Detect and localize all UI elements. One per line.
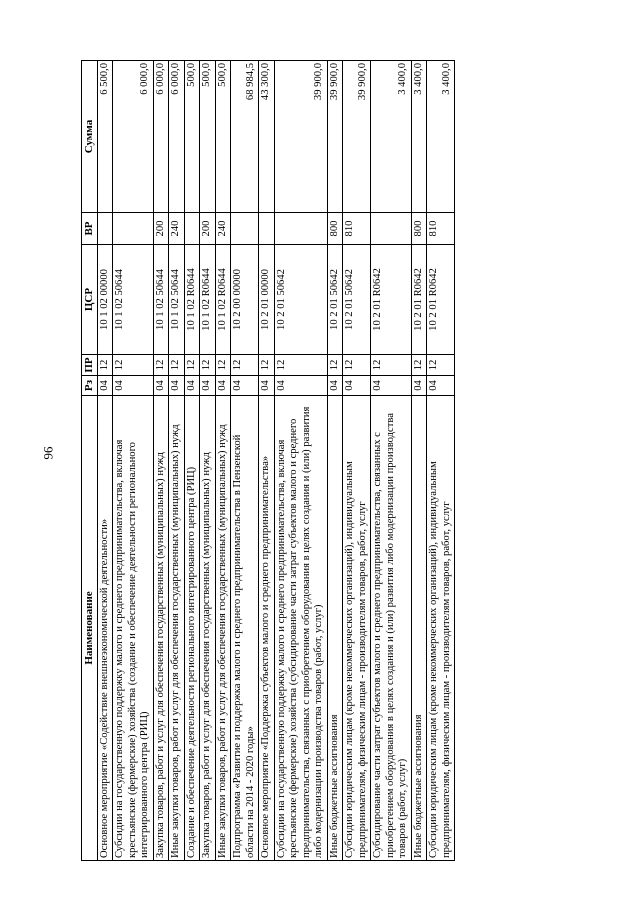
row-sum-cell: 500,0 <box>200 61 216 213</box>
row-pr-cell: 12 <box>259 355 275 376</box>
row-rz-cell: 04 <box>371 376 412 396</box>
row-sum-cell: 500,0 <box>184 61 200 213</box>
row-vr-cell <box>184 213 200 245</box>
row-rz-cell: 04 <box>343 376 371 396</box>
row-csr-cell: 10 1 02 50644 <box>113 245 154 355</box>
row-name-cell: Субсидирование части затрат субъектов малого и среднего предпринимательства, связанных с приобретением оборудования в целях создания и (или) развития либо модернизации производства товаров (работ, услуг) <box>371 396 412 861</box>
row-sum-cell: 3 400,0 <box>411 61 427 213</box>
row-pr-cell: 12 <box>371 355 412 376</box>
row-rz-cell: 04 <box>184 376 200 396</box>
row-name-cell: Создание и обеспечение деятельности регионального интегрированного центра (РИЦ) <box>184 396 200 861</box>
row-csr-cell: 10 1 02 R0644 <box>200 245 216 355</box>
row-name-cell: Основное мероприятие «Содействие внешнеэкономической деятельности» <box>97 396 113 861</box>
row-vr-cell <box>97 213 113 245</box>
table-row <box>371 61 412 861</box>
row-rz-cell: 04 <box>153 376 169 396</box>
header-pr: ПР <box>82 355 98 376</box>
row-csr-cell: 10 2 01 50642 <box>327 245 343 355</box>
row-name-cell: Иные бюджетные ассигнования <box>327 396 343 861</box>
row-pr-cell: 12 <box>327 355 343 376</box>
row-csr-cell: 10 2 01 50642 <box>274 245 327 355</box>
row-csr-cell: 10 1 02 R0644 <box>184 245 200 355</box>
table-row <box>184 61 200 861</box>
table-row <box>231 61 259 861</box>
row-rz-cell: 04 <box>113 376 154 396</box>
table-row <box>327 61 343 861</box>
row-csr-cell: 10 2 01 R0642 <box>427 245 455 355</box>
header-vr: ВР <box>82 213 98 245</box>
row-rz-cell: 04 <box>97 376 113 396</box>
row-pr-cell: 12 <box>153 355 169 376</box>
row-sum-cell: 39 900,0 <box>327 61 343 213</box>
table-row <box>259 61 275 861</box>
row-pr-cell: 12 <box>274 355 327 376</box>
row-vr-cell <box>371 213 412 245</box>
row-name-cell: Субсидии на государственную поддержку малого и среднего предпринимательства, включая крестьянские (фермерские) хозяйства (субсидирование части затрат субъектов малого и среднего предпринимательства, связанных с приобретением оборудования в целях создания и (или) развития либо модернизации производства товаров (работ, услуг) <box>274 396 327 861</box>
row-vr-cell: 800 <box>327 213 343 245</box>
row-name-cell: Субсидии юридическим лицам (кроме некоммерческих организаций), индивидуальным предпринимателям, физическим лицам - производителям товаров, работ, услуг <box>343 396 371 861</box>
row-vr-cell: 240 <box>215 213 231 245</box>
header-csr: ЦСР <box>82 245 98 355</box>
row-sum-cell: 3 400,0 <box>371 61 412 213</box>
row-name-cell: Закупка товаров, работ и услуг для обеспечения государственных (муниципальных) нужд <box>200 396 216 861</box>
row-name-cell: Иные закупки товаров, работ и услуг для обеспечения государственных (муниципальных) нужд <box>169 396 185 861</box>
row-csr-cell: 10 1 02 50644 <box>153 245 169 355</box>
row-pr-cell: 12 <box>200 355 216 376</box>
row-sum-cell: 68 984,5 <box>231 61 259 213</box>
row-vr-cell: 810 <box>427 213 455 245</box>
row-vr-cell <box>259 213 275 245</box>
row-rz-cell: 04 <box>215 376 231 396</box>
row-pr-cell: 12 <box>343 355 371 376</box>
table-body <box>97 61 455 861</box>
row-name-cell: Основное мероприятие «Поддержка субъектов малого и среднего предпринимательства» <box>259 396 275 861</box>
row-name-cell: Подпрограмма «Развитие и поддержка малого и среднего предпринимательства в Пензенской области на 2014 - 2020 годы» <box>231 396 259 861</box>
row-pr-cell: 12 <box>231 355 259 376</box>
row-csr-cell: 10 1 02 50644 <box>169 245 185 355</box>
row-rz-cell: 04 <box>231 376 259 396</box>
row-rz-cell: 04 <box>427 376 455 396</box>
row-pr-cell: 12 <box>184 355 200 376</box>
header-rz: Рз <box>82 376 98 396</box>
table-row <box>274 61 327 861</box>
budget-table <box>81 60 455 861</box>
row-vr-cell <box>231 213 259 245</box>
rotated-table-container <box>81 61 577 861</box>
row-pr-cell: 12 <box>169 355 185 376</box>
header-sum: Сумма <box>82 61 98 213</box>
row-pr-cell: 12 <box>411 355 427 376</box>
row-rz-cell: 04 <box>200 376 216 396</box>
row-sum-cell: 6 500,0 <box>97 61 113 213</box>
row-name-cell: Закупка товаров, работ и услуг для обеспечения государственных (муниципальных) нужд <box>153 396 169 861</box>
row-rz-cell: 04 <box>411 376 427 396</box>
row-sum-cell: 39 900,0 <box>274 61 327 213</box>
table-row <box>200 61 216 861</box>
row-name-cell: Субсидии на государственную поддержку малого и среднего предпринимательства, включая крестьянские (фермерские) хозяйства (создание и обеспечение деятельности регионального интегрированного центра (РИЦ) <box>113 396 154 861</box>
row-name-cell: Субсидии юридическим лицам (кроме некоммерческих организаций), индивидуальным предпринимателям, физическим лицам - производителям товаров, работ, услуг <box>427 396 455 861</box>
row-rz-cell: 04 <box>274 376 327 396</box>
row-vr-cell <box>113 213 154 245</box>
row-sum-cell: 500,0 <box>215 61 231 213</box>
table-row <box>113 61 154 861</box>
row-sum-cell: 43 300,0 <box>259 61 275 213</box>
row-sum-cell: 6 000,0 <box>153 61 169 213</box>
row-pr-cell: 12 <box>215 355 231 376</box>
row-csr-cell: 10 2 01 50642 <box>343 245 371 355</box>
row-csr-cell: 10 1 02 R0644 <box>215 245 231 355</box>
row-vr-cell: 810 <box>343 213 371 245</box>
row-csr-cell: 10 2 01 R0642 <box>371 245 412 355</box>
row-rz-cell: 04 <box>259 376 275 396</box>
row-vr-cell: 800 <box>411 213 427 245</box>
row-rz-cell: 04 <box>169 376 185 396</box>
row-pr-cell: 12 <box>97 355 113 376</box>
row-sum-cell: 39 900,0 <box>343 61 371 213</box>
row-rz-cell: 04 <box>327 376 343 396</box>
row-pr-cell: 12 <box>427 355 455 376</box>
table-header-row <box>82 61 98 861</box>
table-row <box>343 61 371 861</box>
page-number: 96 <box>41 446 56 460</box>
row-vr-cell: 240 <box>169 213 185 245</box>
row-vr-cell <box>274 213 327 245</box>
header-name: Наименование <box>82 396 98 861</box>
table-row <box>427 61 455 861</box>
table-row <box>97 61 113 861</box>
table-row <box>153 61 169 861</box>
table-row <box>411 61 427 861</box>
table-row <box>169 61 185 861</box>
row-sum-cell: 6 000,0 <box>113 61 154 213</box>
row-csr-cell: 10 2 01 00000 <box>259 245 275 355</box>
row-csr-cell: 10 1 02 00000 <box>97 245 113 355</box>
row-sum-cell: 6 000,0 <box>169 61 185 213</box>
row-vr-cell: 200 <box>153 213 169 245</box>
row-name-cell: Иные закупки товаров, работ и услуг для обеспечения государственных (муниципальных) нужд <box>215 396 231 861</box>
row-sum-cell: 3 400,0 <box>427 61 455 213</box>
row-name-cell: Иные бюджетные ассигнования <box>411 396 427 861</box>
row-csr-cell: 10 2 01 R0642 <box>411 245 427 355</box>
row-pr-cell: 12 <box>113 355 154 376</box>
row-vr-cell: 200 <box>200 213 216 245</box>
row-csr-cell: 10 2 00 00000 <box>231 245 259 355</box>
table-row <box>215 61 231 861</box>
